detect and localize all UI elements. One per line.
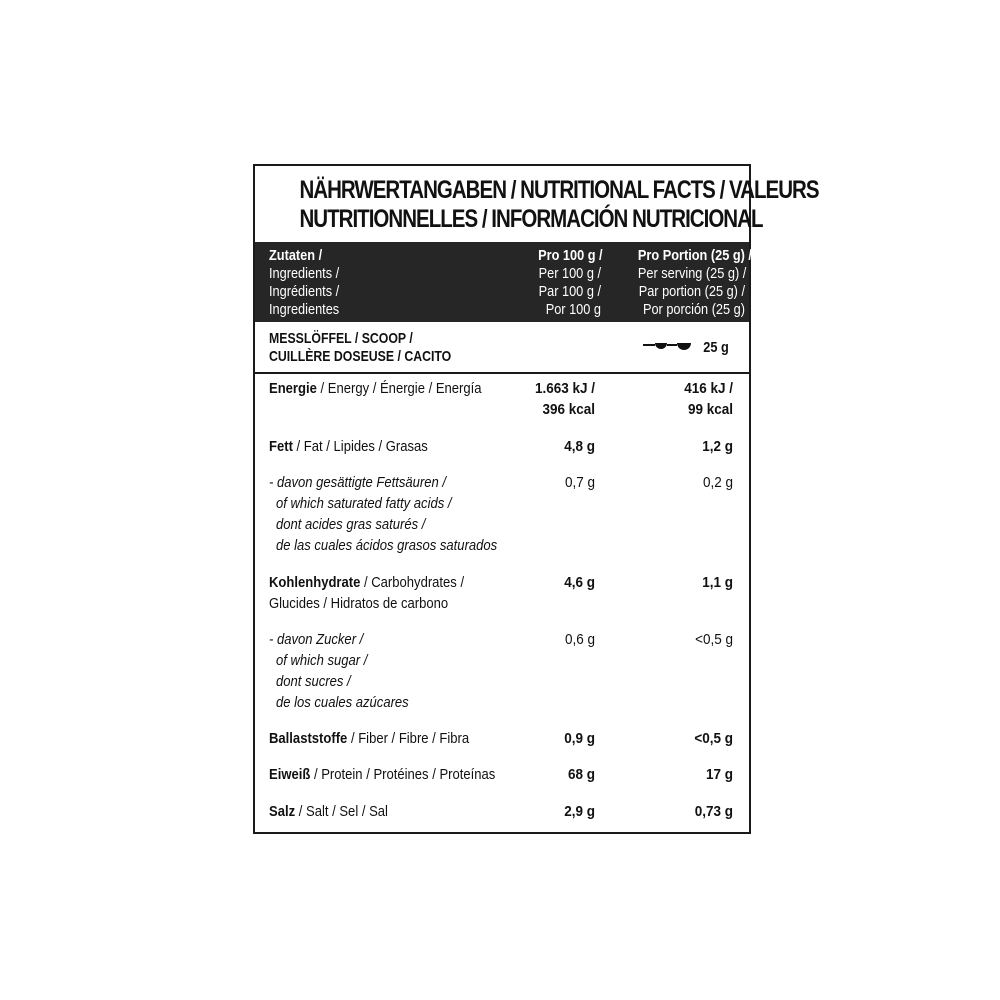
nutrition-facts-panel [253,164,819,834]
row-fiber-rest: / Fiber / Fibre / Fibra [347,730,470,747]
row-protein-per-100g: 68 g [567,766,595,783]
row-saturated-fat-line-1: - davon gesättigte Fettsäuren / [269,474,447,491]
row-protein-per-serving: 17 g [705,766,733,783]
row-energy-per-100g-kcal: 396 kcal [542,401,595,418]
row-energy-bold: Energie [269,380,317,397]
row-salt-per-serving: 0,73 g [694,803,733,820]
row-fiber-per-serving: <0,5 g [694,730,733,747]
scoop-label-line-1: MESSLÖFFEL / SCOOP / [269,330,413,347]
row-saturated-fat-per-100g: 0,7 g [564,474,595,491]
row-carbohydrates-rest: / Carbohydrates / [360,574,465,591]
row-saturated-fat-line-4: de las cuales ácidos grasos saturados [275,537,498,554]
row-energy-per-serving-kj: 416 kJ / [684,380,733,397]
row-saturated-fat-line-2: of which saturated fatty acids / [275,495,452,512]
row-sugar-line-4: de los cuales azúcares [275,694,409,711]
header-per-100g-de: Pro 100 g / [538,247,603,264]
header-ingredients-en: Ingredients / [269,265,340,282]
row-energy-label [269,378,482,399]
row-salt-bold: Salz [269,803,296,820]
row-energy-per-serving [645,378,733,420]
scoop-label [269,330,491,366]
row-protein-bold: Eiweiß [269,766,311,783]
row-carbohydrates-bold: Kohlenhydrate [269,574,361,591]
header-ingredients [269,247,352,319]
scoop-row [255,322,749,374]
row-fat-bold: Fett [269,438,293,455]
header-ingredients-es: Ingredientes [269,301,340,318]
row-energy-rest: / Energy / Énergie / Energía [316,380,482,397]
row-energy-per-100g-kj: 1.663 kJ / [534,380,595,397]
header-per-serving-de: Pro Portion (25 g) / [637,247,752,264]
row-carbohydrates-label [269,572,464,614]
row-fiber-bold: Ballaststoffe [269,730,348,747]
row-sugar-line-3: dont sucres / [275,673,351,690]
row-saturated-fat-label [269,472,497,556]
header-per-100g-en: Per 100 g / [538,265,601,282]
row-protein-label [269,764,495,785]
header-per-serving-es: Por porción (25 g) [642,301,745,318]
scoop-label-line-2: CUILLÈRE DOSEUSE / CACITO [269,348,452,365]
header-per-100g [527,247,601,319]
row-carbohydrates-per-serving: 1,1 g [702,574,733,591]
row-fat-per-100g: 4,8 g [564,438,595,455]
title-line-2: NUTRITIONNELLES / INFORMACIÓN NUTRICIONAL [299,205,763,233]
scoop-amount: 25 g [703,339,729,356]
scoop-icon [643,338,693,357]
header-per-serving-en: Per serving (25 g) / [637,265,747,282]
row-carbohydrates-line-1 [269,572,464,593]
scoop-value [643,338,731,357]
header-ingredients-fr: Ingrédients / [269,283,340,300]
row-sugar-label [269,629,409,713]
row-sugar-line-1: - davon Zucker / [269,631,364,648]
row-sugar-per-serving: <0,5 g [695,631,733,648]
row-salt-rest: / Salt / Sel / Sal [295,803,388,820]
table-header [255,242,752,322]
row-sugar-per-100g: 0,6 g [564,631,595,648]
row-fat-per-serving: 1,2 g [702,438,733,455]
title-line-1: NÄHRWERTANGABEN / NUTRITIONAL FACTS / VALEURS [299,176,819,204]
header-per-serving-fr: Par portion (25 g) / [638,283,745,300]
header-ingredients-de: Zutaten / [269,247,323,264]
row-saturated-fat-line-3: dont acides gras saturés / [275,516,426,533]
row-salt-label [269,801,388,822]
row-fat-label [269,436,428,457]
row-fiber-label [269,728,469,749]
row-carbohydrates-line-2: Glucides / Hidratos de carbono [269,595,449,612]
row-energy-per-serving-kcal: 99 kcal [687,401,733,418]
row-protein-rest: / Protein / Protéines / Proteínas [310,766,496,783]
header-per-100g-es: Por 100 g [545,301,601,318]
row-energy-per-100g [523,378,595,420]
row-salt-per-100g: 2,9 g [564,803,595,820]
row-fiber-per-100g: 0,9 g [564,730,595,747]
header-per-100g-fr: Par 100 g / [538,283,601,300]
row-fat-rest: / Fat / Lipides / Grasas [292,438,428,455]
header-per-serving [619,247,752,319]
row-sugar-line-2: of which sugar / [275,652,368,669]
nutrition-title [299,176,819,234]
row-carbohydrates-per-100g: 4,6 g [564,574,595,591]
row-saturated-fat-per-serving: 0,2 g [702,474,733,491]
